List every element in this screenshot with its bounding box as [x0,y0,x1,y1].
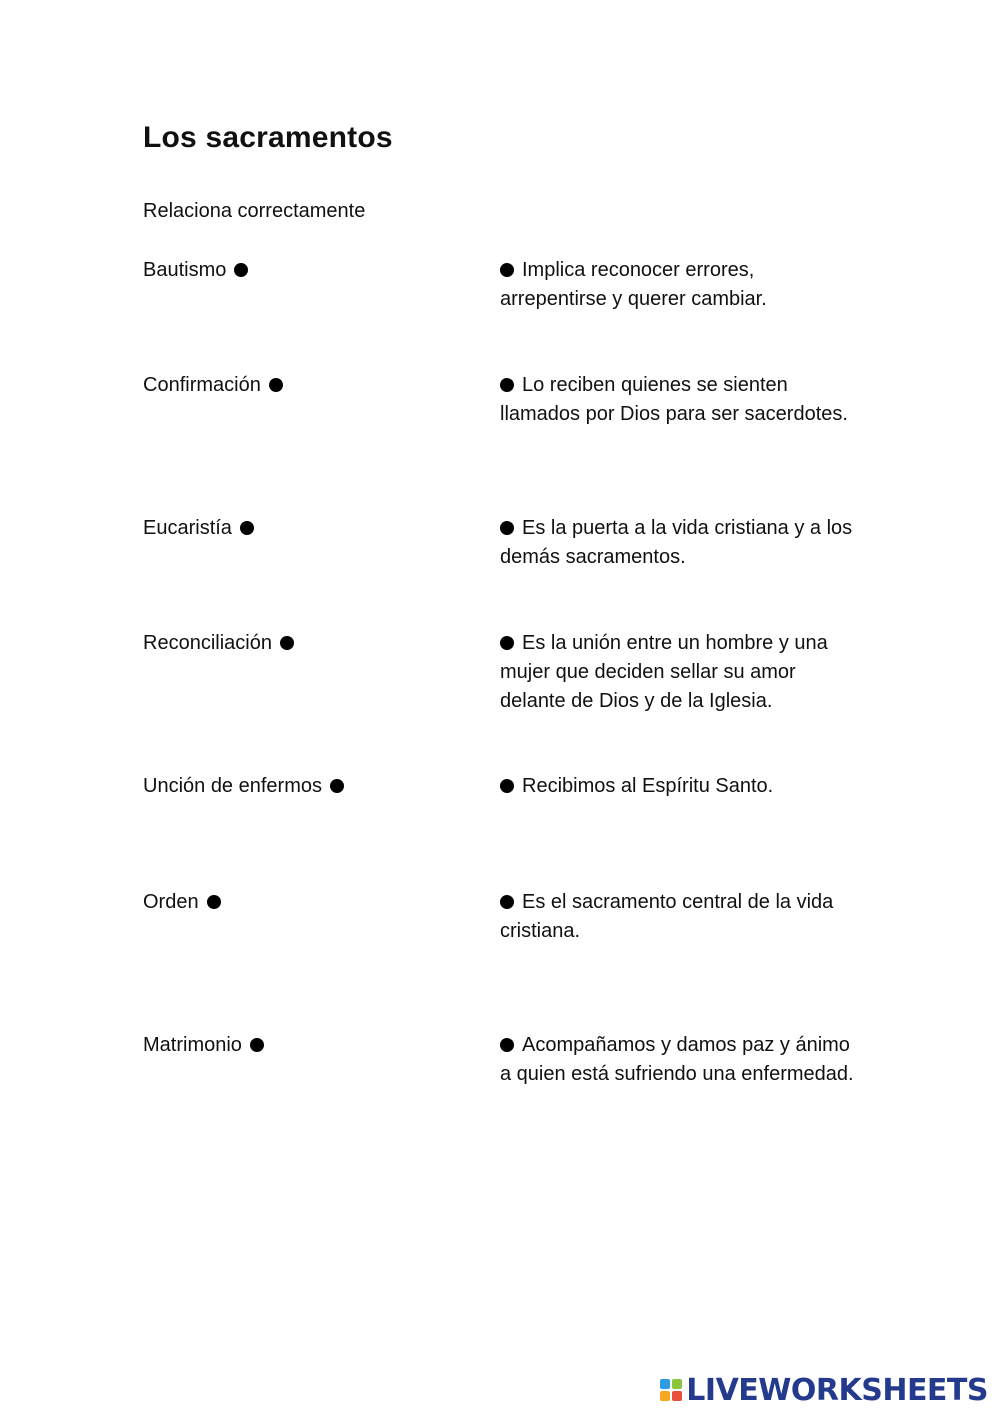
right-item-3 [500,514,860,572]
left-item-label: Orden [143,891,199,913]
right-item-4 [500,629,860,716]
right-item-2 [500,371,860,429]
left-item-label: Eucaristía [143,517,232,539]
left-item-reconciliacion [143,629,294,658]
instruction-text: Relaciona correctamente [143,200,366,222]
left-item-confirmacion [143,371,283,400]
logo-square-1 [660,1379,670,1389]
match-dot-right-7[interactable] [500,1038,514,1052]
logo-square-2 [672,1379,682,1389]
right-item-text: Recibimos al Espíritu Santo. [522,775,774,797]
match-dot-left-3[interactable] [240,521,254,535]
right-item-6 [500,888,860,946]
logo-square-4 [672,1391,682,1401]
match-dot-right-2[interactable] [500,378,514,392]
logo-square-3 [660,1391,670,1401]
match-dot-right-4[interactable] [500,636,514,650]
right-item-text: Es la unión entre un hombre y una mujer que deciden sellar su amor delante de Dios y de la Iglesia. [500,632,828,712]
match-dot-left-4[interactable] [280,636,294,650]
match-dot-right-1[interactable] [500,263,514,277]
match-dot-left-5[interactable] [330,779,344,793]
right-item-text: Lo reciben quienes se sienten llamados por Dios para ser sacerdotes. [500,374,848,425]
left-item-bautismo [143,256,248,285]
match-dot-right-6[interactable] [500,895,514,909]
left-item-eucaristia [143,514,254,543]
left-item-orden [143,888,221,917]
left-item-label: Reconciliación [143,632,272,654]
right-item-text: Acompañamos y damos paz y ánimo a quien está sufriendo una enfermedad. [500,1034,854,1085]
match-dot-left-6[interactable] [207,895,221,909]
right-item-text: Es la puerta a la vida cristiana y a los demás sacramentos. [500,517,853,568]
right-item-text: Implica reconocer errores, arrepentirse y querer cambiar. [500,259,767,310]
right-item-5 [500,772,860,801]
left-item-label: Bautismo [143,259,227,281]
match-dot-right-3[interactable] [500,521,514,535]
match-dot-right-5[interactable] [500,779,514,793]
logo-mark-icon [660,1379,682,1401]
match-dot-left-7[interactable] [250,1038,264,1052]
left-item-label: Matrimonio [143,1034,242,1056]
logo-text: LIVEWORKSHEETS [686,1372,988,1408]
match-dot-left-2[interactable] [269,378,283,392]
page-title: Los sacramentos [143,121,393,154]
left-item-label: Confirmación [143,374,261,396]
right-item-text: Es el sacramento central de la vida cristiana. [500,891,834,942]
left-item-label: Unción de enfermos [143,775,322,797]
right-item-1 [500,256,860,314]
liveworksheets-logo [660,1373,988,1407]
match-dot-left-1[interactable] [234,263,248,277]
left-item-matrimonio [143,1031,264,1060]
left-item-uncion [143,772,344,801]
right-item-7 [500,1031,860,1089]
